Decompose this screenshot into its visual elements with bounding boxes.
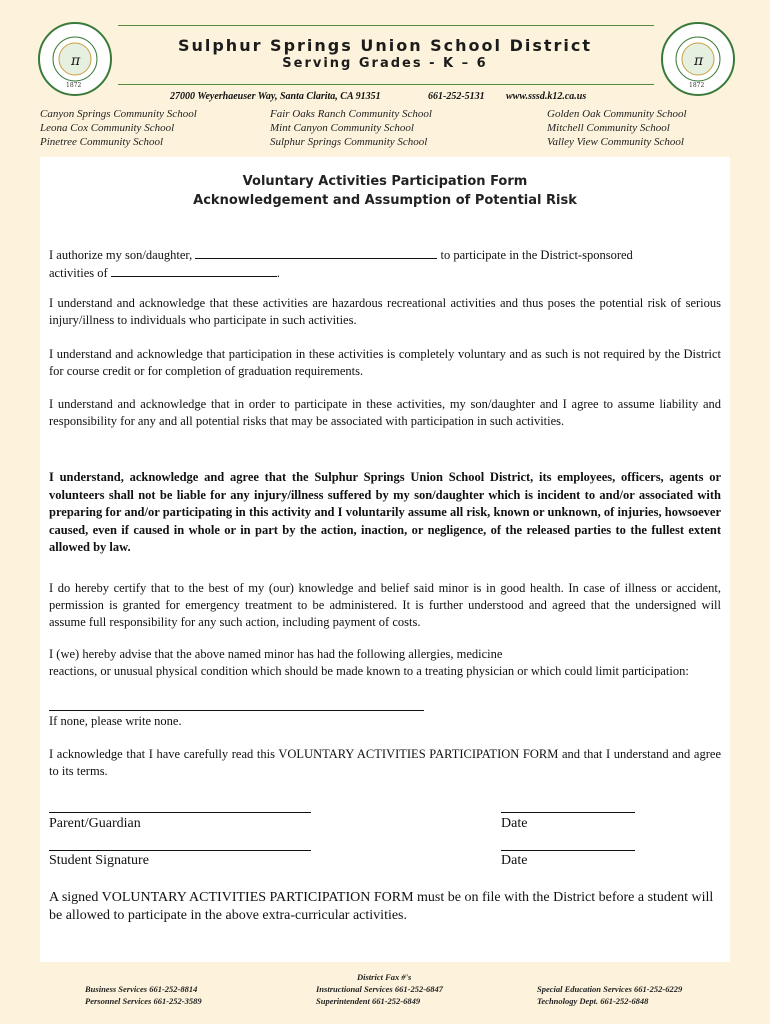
- form-title: Voluntary Activities Participation Form: [242, 174, 528, 189]
- district-name: Sulphur Springs Union School District: [177, 36, 593, 55]
- school-name: Leona Cox Community School: [40, 122, 175, 134]
- seal-year-text: 1872: [66, 82, 82, 89]
- seal-emblem-icon: [40, 24, 110, 94]
- form-subtitle: Acknowledgement and Assumption of Potential Risk: [193, 193, 577, 208]
- allergies-paragraph: I (we) hereby advise that the above named minor has had the following allergies, medicine reactions, or unusual physical condition which should be made known to a treating physician or which could limit participation:: [49, 647, 689, 678]
- footer-technology: Technology Dept. 661-252-6848: [537, 996, 649, 1006]
- district-address: 27000 Weyerhaeuser Way, Santa Clarita, CA 91351: [170, 91, 381, 102]
- district-website[interactable]: www.sssd.k12.ca.us: [506, 91, 587, 102]
- footer-personnel: Personnel Services 661-252-3589: [85, 996, 202, 1006]
- school-name: Pinetree Community School: [40, 136, 164, 148]
- if-none-note: If none, please write none.: [49, 714, 182, 728]
- activity-name-field[interactable]: [111, 264, 277, 277]
- district-seal-right: [661, 22, 735, 96]
- serving-grades: Serving Grades - K – 6: [282, 56, 488, 71]
- school-name: Mint Canyon Community School: [270, 122, 414, 134]
- liability-paragraph: I understand and acknowledge that in order to participate in these activities, my son/daughter and I agree to assume liability and responsibility for any and all potential risks that may be associated with participation in such activities.: [49, 397, 721, 428]
- footer-special-ed: Special Education Services 661-252-6229: [537, 984, 683, 994]
- seal-pi-text: π: [71, 53, 81, 69]
- authorize-paragraph: I authorize my son/daughter, to participate in the District-sponsored activities of .: [49, 248, 633, 280]
- parent-guardian-label: Parent/Guardian: [49, 816, 141, 831]
- school-name: Mitchell Community School: [547, 122, 670, 134]
- district-seal-left: [38, 22, 112, 96]
- seal-emblem-icon: [663, 24, 733, 94]
- hazard-paragraph: I understand and acknowledge that these activities are hazardous recreational activities and thus poses the potential risk of serious injury/illness to individuals who participate in such activities.: [49, 296, 721, 327]
- header-rule-bottom: [118, 84, 654, 85]
- closing-statement: A signed VOLUNTARY ACTIVITIES PARTICIPATION FORM must be on file with the District before a student will be allowed to participate in the above extra-curricular activities.: [49, 890, 714, 923]
- header-rule-top: [118, 25, 654, 26]
- parent-date-label: Date: [501, 816, 528, 831]
- health-paragraph: I do hereby certify that to the best of my (our) knowledge and belief said minor is in good health. In case of illness or accident, permission is granted for emergency treatment to be administered. It is further understood and agreed that the undersigned will assume full responsibility for any such action, including payment of costs.: [49, 581, 721, 629]
- footer-instructional: Instructional Services 661-252-6847: [316, 984, 444, 994]
- child-name-field[interactable]: [195, 246, 437, 259]
- student-signature-field[interactable]: [49, 850, 311, 851]
- allergies-field[interactable]: [49, 710, 424, 711]
- seal-pi-text: π: [694, 53, 704, 69]
- footer-superintendent: Superintendent 661-252-6849: [316, 996, 421, 1006]
- release-paragraph: I understand, acknowledge and agree that the Sulphur Springs Union School District, its employees, officers, agents or volunteers shall not be liable for any injury/illness suffered by my son/daughter which is incident to and/or associated with preparing for and/or participating in this activity and I voluntarily assume all risk, known or unknown, of injuries, howsoever caused, even if caused in whole or in part by the action, inaction, or negligence, of the released parties to the fullest extent allowed by law.: [49, 470, 721, 554]
- school-name: Valley View Community School: [547, 136, 684, 148]
- footer-fax-title: District Fax #'s: [357, 972, 412, 982]
- student-date-label: Date: [501, 853, 528, 868]
- student-signature-label: Student Signature: [49, 853, 149, 868]
- parent-signature-field[interactable]: [49, 812, 311, 813]
- school-name: Golden Oak Community School: [547, 108, 687, 120]
- seal-year-text: 1872: [689, 82, 705, 89]
- footer-business: Business Services 661-252-8814: [85, 984, 198, 994]
- school-name: Sulphur Springs Community School: [270, 136, 428, 148]
- voluntary-paragraph: I understand and acknowledge that participation in these activities is completely voluntary and as such is not required by the District for course credit or for completion of graduation requirements.: [49, 347, 721, 378]
- school-name: Fair Oaks Ranch Community School: [270, 108, 432, 120]
- acknowledge-paragraph: I acknowledge that I have carefully read this VOLUNTARY ACTIVITIES PARTICIPATION FORM and that I understand and agree to its terms.: [49, 747, 721, 778]
- parent-date-field[interactable]: [501, 812, 635, 813]
- district-phone: 661-252-5131: [428, 91, 485, 102]
- student-date-field[interactable]: [501, 850, 635, 851]
- school-name: Canyon Springs Community School: [40, 108, 197, 120]
